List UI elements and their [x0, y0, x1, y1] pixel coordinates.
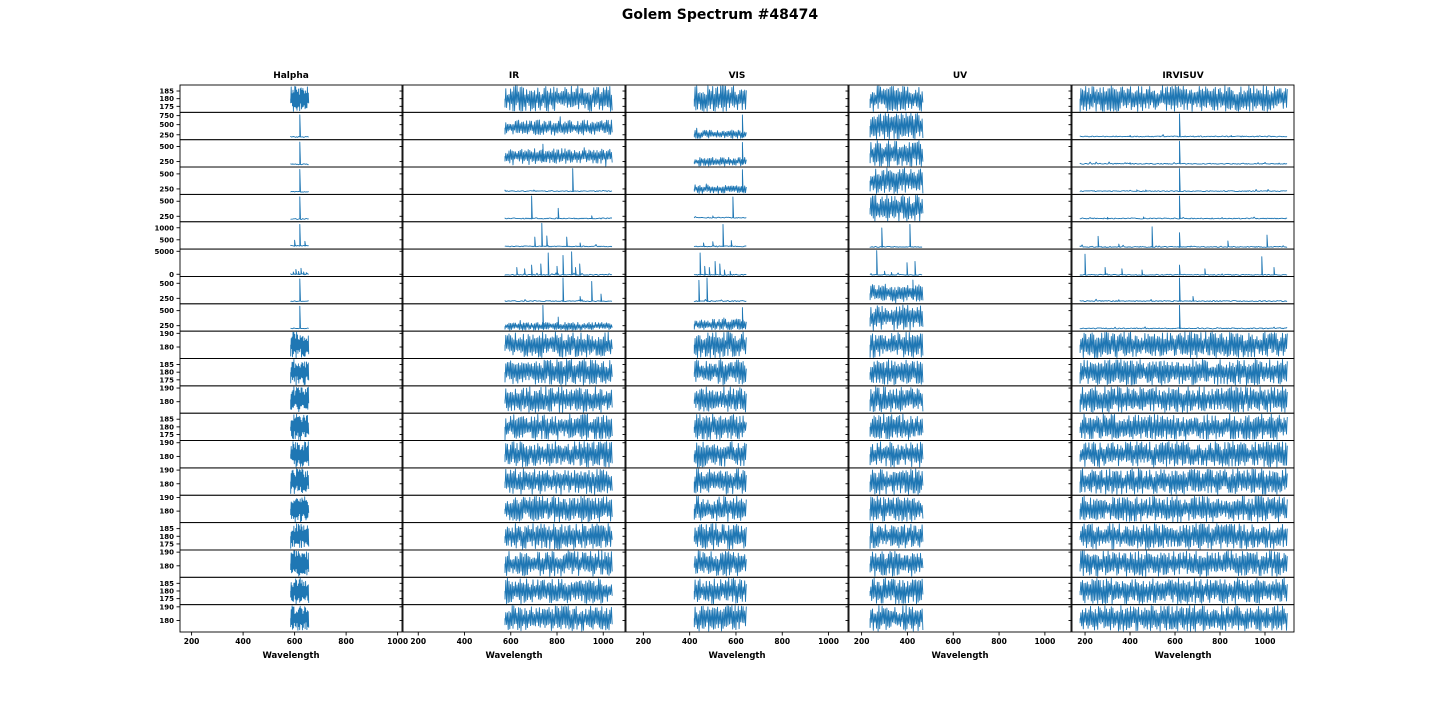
ytick-label: 175	[159, 376, 174, 385]
xtick-label: 600	[286, 637, 303, 646]
panel-r3-c1	[180, 140, 402, 167]
spectrum-line-r5-c4	[870, 195, 923, 220]
xtick-label: 1000	[818, 637, 839, 646]
ytick-label: 180	[159, 507, 174, 516]
panel-r7-c1	[180, 249, 402, 276]
ytick-label: 190	[159, 548, 174, 557]
spectrum-line-r20-c1	[291, 606, 309, 630]
column-title-irvisuv: IRVISUV	[1162, 71, 1204, 81]
spectrum-line-r11-c3	[694, 360, 746, 385]
xtick-label: 800	[549, 637, 565, 646]
x-axis-label: Wavelength	[485, 651, 543, 661]
xtick-label: 600	[728, 637, 744, 646]
ytick-label: 750	[159, 112, 174, 121]
spectrum-line-r4-c3	[694, 170, 746, 194]
panel-r8-c5	[1072, 276, 1294, 303]
panel-r6-c2	[403, 222, 625, 249]
spectrum-line-r5-c5	[1080, 196, 1287, 219]
ytick-label: 250	[159, 158, 174, 167]
spectrum-line-r2-c2	[505, 117, 612, 136]
spectrum-line-r14-c3	[694, 442, 746, 467]
ytick-label: 185	[159, 415, 174, 424]
spectrum-line-r12-c2	[505, 387, 612, 412]
xtick-label: 1000	[1034, 637, 1056, 646]
ytick-label: 180	[159, 480, 174, 489]
ytick-label: 180	[159, 587, 174, 596]
panel-r4-c2	[403, 167, 625, 194]
xtick-label: 800	[991, 637, 1007, 646]
spectrum-line-r3-c2	[505, 144, 612, 166]
ytick-label: 180	[159, 398, 174, 407]
xtick-label: 400	[235, 637, 251, 646]
spectrum-line-r19-c2	[505, 578, 612, 603]
spectrum-line-r16-c2	[505, 496, 612, 521]
x-axis-label: Wavelength	[1154, 651, 1212, 661]
spectrum-line-r9-c2	[505, 305, 612, 330]
x-axis-label: Wavelength	[262, 651, 320, 661]
spectrum-line-r5-c3	[694, 197, 746, 218]
spectrum-line-r3-c4	[870, 141, 923, 166]
spectrum-line-r13-c2	[505, 414, 612, 439]
spectrum-line-r1-c3	[694, 86, 746, 111]
spectrum-line-r16-c4	[870, 497, 923, 522]
spectrum-line-r20-c5	[1080, 606, 1287, 631]
spectrum-line-r11-c4	[870, 360, 923, 385]
ytick-label: 500	[159, 307, 174, 316]
column-title-ir: IR	[508, 71, 520, 81]
panel-r7-c3	[626, 249, 848, 276]
panel-r7-c4	[849, 249, 1071, 276]
spectrum-line-r12-c4	[870, 387, 923, 412]
panel-r6-c5	[1072, 222, 1294, 249]
xtick-label: 1000	[387, 637, 409, 646]
column-title-halpha: Halpha	[273, 71, 309, 81]
spectrum-line-r3-c3	[694, 142, 746, 166]
spectrum-line-r7-c3	[694, 253, 746, 275]
ytick-label: 180	[159, 532, 174, 541]
ytick-label: 0	[169, 270, 174, 279]
xtick-label: 800	[1212, 637, 1228, 646]
spectrum-line-r6-c2	[505, 223, 612, 247]
ytick-label: 190	[159, 466, 174, 475]
spectrum-line-r2-c4	[870, 113, 923, 138]
xtick-label: 800	[774, 637, 791, 646]
spectrum-line-r9-c4	[870, 305, 923, 330]
spectrum-line-r11-c5	[1080, 360, 1287, 385]
spectrum-line-r8-c4	[870, 280, 923, 303]
spectrum-line-r20-c3	[694, 606, 746, 631]
spectrum-line-r2-c3	[694, 115, 746, 138]
panel-r9-c1	[180, 304, 402, 331]
spectrum-line-r15-c3	[694, 469, 746, 494]
spectrum-line-r6-c4	[870, 224, 922, 247]
spectrum-line-r16-c3	[694, 496, 746, 521]
spectrum-line-r2-c5	[1080, 114, 1287, 137]
ytick-label: 250	[159, 322, 174, 331]
ytick-label: 500	[159, 170, 174, 179]
xtick-label: 600	[945, 637, 962, 646]
spectrum-line-r19-c1	[291, 578, 309, 603]
column-title-uv: UV	[952, 71, 968, 81]
ytick-label: 180	[159, 95, 174, 104]
spectrum-line-r12-c1	[291, 387, 309, 412]
ytick-label: 185	[159, 361, 174, 370]
panel-r9-c5	[1072, 304, 1294, 331]
ytick-label: 185	[159, 525, 174, 534]
spectrum-line-r10-c3	[694, 332, 746, 357]
spectrum-line-r12-c3	[694, 387, 746, 412]
spectrum-line-r9-c1	[291, 306, 309, 329]
x-axis-label: Wavelength	[931, 651, 989, 661]
ytick-label: 180	[159, 423, 174, 432]
ytick-label: 180	[159, 617, 174, 626]
spectrum-line-r9-c3	[694, 308, 746, 330]
panel-r6-c3	[626, 222, 848, 249]
spectrum-line-r13-c4	[870, 414, 923, 439]
spectrum-line-r5-c2	[505, 196, 612, 219]
spectrum-line-r8-c1	[291, 279, 309, 302]
ytick-label: 185	[159, 87, 174, 96]
spectrum-line-r12-c5	[1080, 387, 1287, 412]
ytick-label: 190	[159, 439, 174, 448]
spectrum-line-r18-c1	[291, 551, 309, 576]
spectrum-line-r17-c3	[694, 524, 746, 549]
spectrum-line-r6-c1	[291, 224, 309, 246]
spectrum-line-r18-c4	[870, 551, 923, 576]
panel-r3-c3	[626, 140, 848, 167]
ytick-label: 180	[159, 452, 174, 461]
spectrum-line-r13-c3	[694, 414, 746, 439]
ytick-label: 175	[159, 540, 174, 549]
spectrum-line-r13-c5	[1080, 414, 1287, 439]
ytick-label: 5000	[154, 247, 174, 256]
spectrum-line-r7-c5	[1080, 254, 1287, 275]
spectrum-line-r4-c1	[291, 170, 309, 193]
xtick-label: 400	[456, 637, 473, 646]
spectrum-line-r17-c5	[1080, 524, 1287, 549]
spectrum-line-r6-c5	[1080, 227, 1287, 248]
column-title-vis: VIS	[728, 71, 746, 81]
spectrum-line-r7-c4	[870, 251, 922, 276]
spectrum-line-r4-c5	[1080, 169, 1287, 192]
xtick-label: 400	[1122, 637, 1138, 646]
spectrum-line-r1-c4	[870, 86, 923, 111]
ytick-label: 185	[159, 579, 174, 588]
spectrum-line-r14-c4	[870, 442, 923, 467]
spectrum-line-r17-c2	[505, 524, 612, 549]
spectrum-line-r19-c3	[694, 578, 746, 603]
ytick-label: 190	[159, 329, 174, 338]
ytick-label: 180	[159, 368, 174, 377]
spectrum-line-r13-c1	[291, 414, 309, 439]
xtick-label: 200	[635, 637, 652, 646]
xtick-label: 200	[183, 637, 200, 646]
spectrum-line-r18-c2	[505, 551, 612, 576]
spectrum-line-r11-c1	[291, 360, 309, 385]
panel-r8-c3	[626, 276, 848, 303]
xtick-label: 200	[410, 637, 427, 646]
xtick-label: 200	[1077, 637, 1093, 646]
spectrum-line-r16-c5	[1080, 496, 1287, 521]
spectrum-line-r1-c1	[291, 86, 309, 111]
ytick-label: 180	[159, 343, 174, 352]
spectrum-line-r17-c4	[870, 524, 923, 549]
spectrum-line-r18-c5	[1080, 551, 1287, 576]
spectrum-line-r1-c5	[1080, 86, 1287, 111]
spectrum-line-r2-c1	[291, 115, 309, 138]
spectrum-line-r8-c5	[1080, 278, 1287, 302]
panel-r4-c1	[180, 167, 402, 194]
panel-r4-c5	[1072, 167, 1294, 194]
panel-r5-c1	[180, 194, 402, 221]
spectrum-line-r14-c2	[505, 442, 612, 467]
ytick-label: 190	[159, 384, 174, 393]
xtick-label: 800	[338, 637, 354, 646]
spectrum-line-r3-c1	[291, 142, 309, 165]
ytick-label: 175	[159, 102, 174, 111]
xtick-label: 600	[502, 637, 519, 646]
spectrum-line-r1-c2	[505, 86, 612, 111]
panel-r7-c2	[403, 249, 625, 276]
ytick-label: 250	[159, 131, 174, 140]
spectrum-line-r14-c5	[1080, 442, 1287, 467]
spectrum-line-r4-c2	[505, 169, 612, 192]
ytick-label: 250	[159, 185, 174, 194]
figure-title: Golem Spectrum #48474	[621, 7, 819, 23]
spectrum-line-r10-c2	[505, 332, 612, 357]
x-axis-label: Wavelength	[708, 651, 766, 661]
spectrum-line-r15-c2	[505, 469, 612, 494]
xtick-label: 200	[853, 637, 870, 646]
spectrum-line-r15-c4	[870, 469, 923, 494]
spectrum-line-r4-c4	[870, 168, 923, 193]
spectrum-line-r14-c1	[291, 442, 309, 467]
ytick-label: 500	[159, 279, 174, 288]
ytick-label: 180	[159, 562, 174, 571]
panel-r3-c5	[1072, 140, 1294, 167]
ytick-label: 175	[159, 431, 174, 440]
spectrum-line-r6-c3	[694, 224, 746, 247]
spectrum-line-r8-c2	[505, 278, 612, 302]
spectrum-line-r10-c1	[291, 332, 309, 357]
spectrum-line-r7-c2	[505, 252, 612, 275]
spectrum-line-r20-c2	[505, 606, 612, 631]
spectrum-line-r17-c1	[291, 524, 309, 548]
ytick-label: 500	[159, 143, 174, 152]
spectrum-line-r16-c1	[291, 497, 309, 522]
panel-r2-c5	[1072, 112, 1294, 139]
ytick-label: 500	[159, 197, 174, 206]
spectrum-line-r10-c5	[1080, 332, 1287, 357]
panel-r2-c1	[180, 112, 402, 139]
ytick-label: 250	[159, 212, 174, 221]
ytick-label: 500	[159, 121, 174, 130]
spectrum-line-r15-c5	[1080, 469, 1287, 494]
spectrum-line-r5-c1	[291, 197, 309, 220]
ytick-label: 190	[159, 493, 174, 502]
xtick-label: 400	[681, 637, 698, 646]
xtick-label: 400	[899, 637, 916, 646]
spectrum-line-r18-c3	[694, 551, 746, 576]
xtick-label: 1000	[1254, 637, 1276, 646]
ytick-label: 175	[159, 595, 174, 604]
xtick-label: 600	[1167, 637, 1183, 646]
xtick-label: 1000	[592, 637, 614, 646]
panel-r8-c1	[180, 276, 402, 303]
ytick-label: 500	[159, 236, 174, 245]
ytick-label: 250	[159, 294, 174, 303]
spectrum-line-r20-c4	[870, 606, 923, 631]
ytick-label: 1000	[154, 224, 174, 233]
spectrum-line-r8-c3	[694, 278, 746, 302]
spectrum-line-r9-c5	[1080, 305, 1287, 329]
spectrum-line-r3-c5	[1080, 141, 1287, 164]
spectrum-line-r10-c4	[870, 332, 923, 357]
spectrum-line-r11-c2	[505, 360, 612, 385]
spectrum-line-r19-c5	[1080, 578, 1287, 603]
spectrum-line-r7-c1	[291, 268, 309, 274]
ytick-label: 190	[159, 603, 174, 612]
spectrum-line-r19-c4	[870, 578, 923, 603]
spectrum-line-r15-c1	[291, 469, 309, 494]
